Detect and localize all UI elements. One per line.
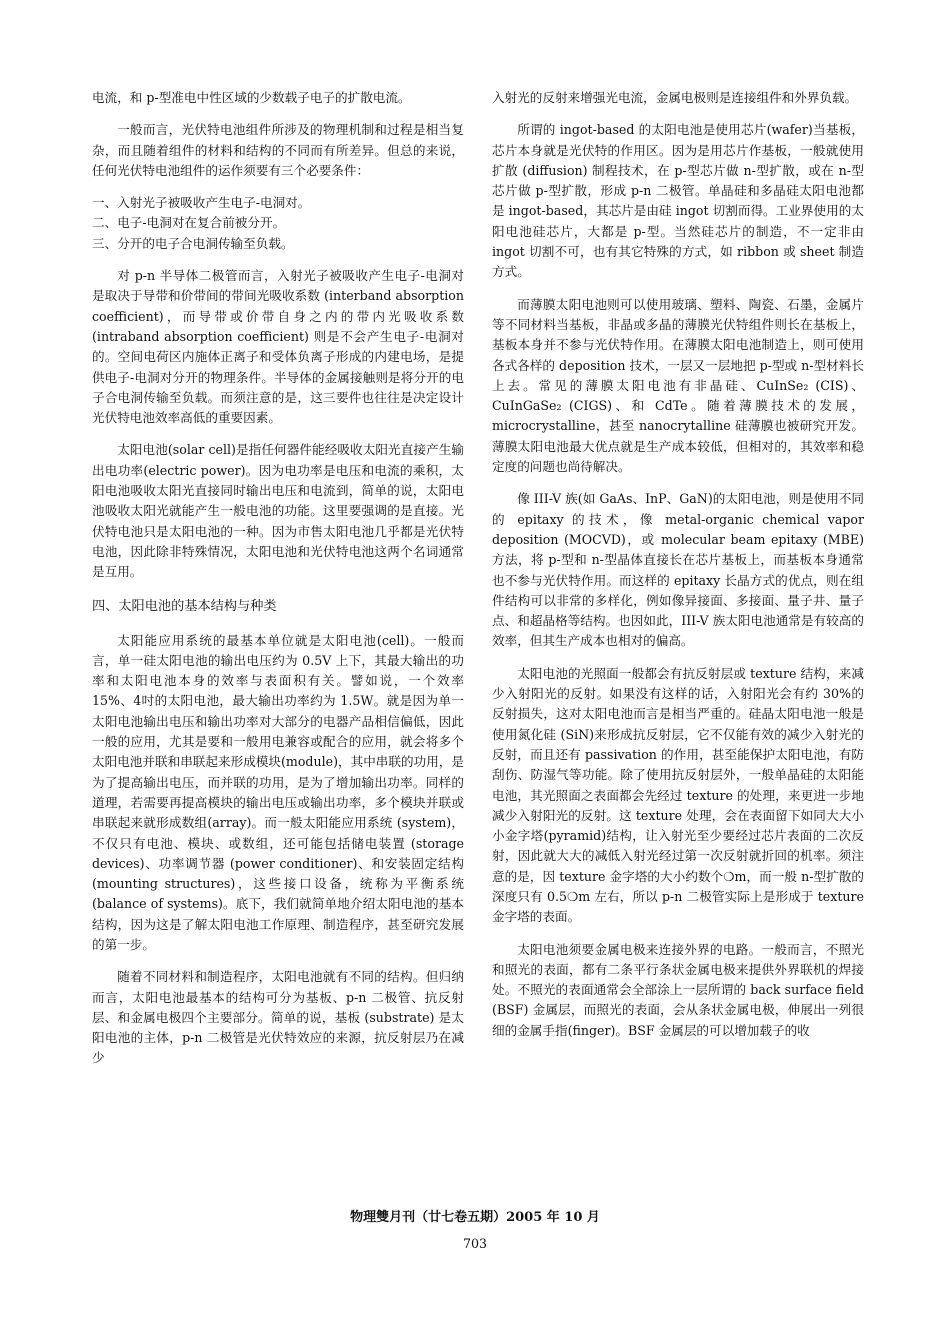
paragraph: 太阳电池须要金属电极来连接外界的电路。一般而言，不照光和照光的表面，都有二条平行条状金属电极来提供外界联机的焊接处。不照光的表面通常会全部涂上一层所谓的 back surface field (BSF) 金属层，而照光的表面，会从条状金属电极，伸展出一列很细的金属手指(finger)。BSF 金属层的可以增加载子的收	[492, 941, 864, 1038]
list-item: 三、分开的电子合电洞传输至负载。	[92, 235, 294, 251]
paragraph: 入射光的反射来增强光电流，金属电极则是连接组件和外界负载。	[492, 90, 858, 105]
paragraph: 对 p-n 半导体二极管而言，入射光子被吸收产生电子-电洞对是取决于导带和价带间的带间光吸收系数 (interband absorption coefficient)，而导带或价带自身之内的带内光吸收系数 (intraband absorption coefficient) 则是不会产生电子-电洞对的。空间电荷区内施体正离子和受体负离子形成的内建电场，是提供电子-电洞对分开的物理条件。半导体的金属接触则是将分开的电子合电洞传输至负载。而须注意的是，这三要件也往往是决定设计光伏特电池效率高低的重要因素。	[92, 268, 464, 426]
paragraph: 电流，和 p-型准电中性区域的少数载子电子的扩散电流。	[92, 90, 411, 105]
paragraph: 而薄膜太阳电池则可以使用玻璃、塑料、陶瓷、石墨，金属片等不同材料当基板，非晶或多晶的薄膜光伏特组件则长在基板上，基板本身并不参与光伏特作用。在薄膜太阳电池制造上，则可使用各式各样的 deposition 技术，一层又一层地把 p-型或 n-型材料长上去。常见的薄膜太阳电池有非晶硅、CuInSe₂ (CIS)、CuInGaSe₂ (CIGS)、和 CdTe。随着薄膜技术的发展，microcrystalline，甚至 nanocrytalline 硅薄膜也被研究开发。薄膜太阳电池最大优点就是生产成本较低，但相对的，其效率和稳定度的问题也尚待解决。	[492, 296, 864, 475]
paragraph: 太阳电池(solar cell)是指任何器件能经吸收太阳光直接产生输出电功率(electric power)。因为电功率是电压和电流的乘积，太阳电池吸收太阳光直接同时输出电压和电流到，简单的说，太阳电池吸收太阳光就能产生一般电池的功能。这里要强调的是直接。光伏特电池只是太阳电池的一种。因为市售太阳电池几乎都是光伏特电池，因此除非特殊情况，太阳电池和光伏特电池这两个名词通常是互用。	[92, 442, 464, 580]
paragraph: 随着不同材料和制造程序，太阳电池就有不同的结构。但归纳而言，太阳电池最基本的结构可分为基板、p-n 二极管、抗反射层、和金属电极四个主要部分。简单的说，基板 (substrate) 是太阳电池的主体，p-n 二极管是光伏特效应的来源，抗反射层乃在减少	[92, 969, 464, 1066]
paragraph: 太阳电池的光照面一般都会有抗反射层或 texture 结构，来减少入射阳光的反射。如果没有这样的话，入射阳光会有约 30%的反射损失，这对太阳电池而言是相当严重的。硅晶太阳电池一般是使用氮化硅 (SiN)来形成抗反射层，它不仅能有效的减少入射光的反射，而且还有 passivation 的作用，甚至能保护太阳电池，有防刮伤、防湿气等功能。除了使用抗反射层外，一般单晶硅的太阳能电池，其光照面之表面都会先经过 texture 的处理，来更进一步地减少入射阳光的反射。这 texture 处理，会在表面留下如同大大小小金字塔(pyramid)结构，让入射光至少要经过芯片表面的二次反射，因此就大大的减低入射光经过第一次反射就折回的机率。须注意的是，因 texture 金字塔的大小约数个❍m，而一般 n-型扩散的深度只有 0.5❍m 左右，所以 p-n 二极管实际上是形成于 texture 金字塔的表面。	[492, 665, 864, 925]
left-column	[92, 88, 464, 1081]
paragraph: 一般而言，光伏特电池组件所涉及的物理机制和过程是相当复杂，而且随着组件的材料和结构的不同而有所差异。但总的来说，任何光伏特电池组件的运作须要有三个必要条件：	[92, 122, 464, 178]
page-number: 703	[462, 1236, 488, 1251]
paragraph: 像 III-V 族(如 GaAs、InP、GaN)的太阳电池，则是使用不同的 epitaxy 的技术，像 metal-organic chemical vapor deposition (MOCVD)，或 molecular beam epitaxy (MBE)方法，将 p-型和 n-型晶体直接长在芯片基板上，而基板本身通常也不参与光伏特作用。而这样的 epitaxy 长晶方式的优点，则在组件结构可以非常的多样化，例如像异接面、多接面、量子井、量子点、和超晶格等结构。也因如此，III-V 族太阳电池通常是有较高的效率，但其生产成本也相对的偏高。	[492, 491, 864, 649]
section-heading: 四、太阳电池的基本结构与种类	[92, 598, 277, 614]
journal-footer: 物理雙月刊（廿七卷五期）2005 年 10 月	[350, 1210, 600, 1225]
list-item: 二、电子-电洞对在复合前被分开。	[92, 215, 286, 231]
list-item: 一、入射光子被吸收产生电子-电洞对。	[92, 195, 311, 211]
paragraph: 太阳能应用系统的最基本单位就是太阳电池(cell)。一般而言，单一硅太阳电池的输出电压约为 0.5V 上下，其最大输出的功率和太阳电池本身的效率与表面积有关。譬如说，一个效率 15%、4吋的太阳电池，最大输出功率约为 1.5W。就是因为单一太阳电池输出电压和输出功率对大部分的电器产品相信偏低，因此一般的应用，尤其是要和一般用电兼容或配合的应用，就会将多个太阳电池并联和串联起来形成模块(module)，其中串联的功用，是为了提高输出电压，而并联的功用，是为了增加输出功率。同样的道理，若需要再提高模块的输出电压或输出功率，多个模块并联或串联起来就形成数组(array)。而一般太阳能应用系统 (system)，不仅只有电池、模块、或数组，还可能包括储电装置 (storage devices)、功率调节器 (power conditioner)、和安装固定结构 (mounting structures)，这些接口设备，统称为平衡系统 (balance of systems)。底下，我们就简单地介绍太阳电池的基本结构，因为这是了解太阳电池工作原理、制造程序，甚至研究发展的第一步。	[92, 632, 464, 952]
paragraph: 所谓的 ingot-based 的太阳电池是使用芯片(wafer)当基板，芯片本身就是光伏特的作用区。因为是用芯片作基板，一般就使用扩散 (diffusion) 制程技术，在 p-型芯片做 n-型扩散，或在 n-型芯片做 p-型扩散，形成 p-n 二极管。单晶硅和多晶硅太阳电池都是 ingot-based，其芯片是由硅 ingot 切割而得。工业界使用的太阳电池硅芯片，大都是 p-型。当然硅芯片的制造，不一定非由 ingot 切割不可，也有其它特殊的方式，如 ribbon 或 sheet 制造方式。	[492, 122, 864, 280]
right-column	[492, 88, 864, 1053]
